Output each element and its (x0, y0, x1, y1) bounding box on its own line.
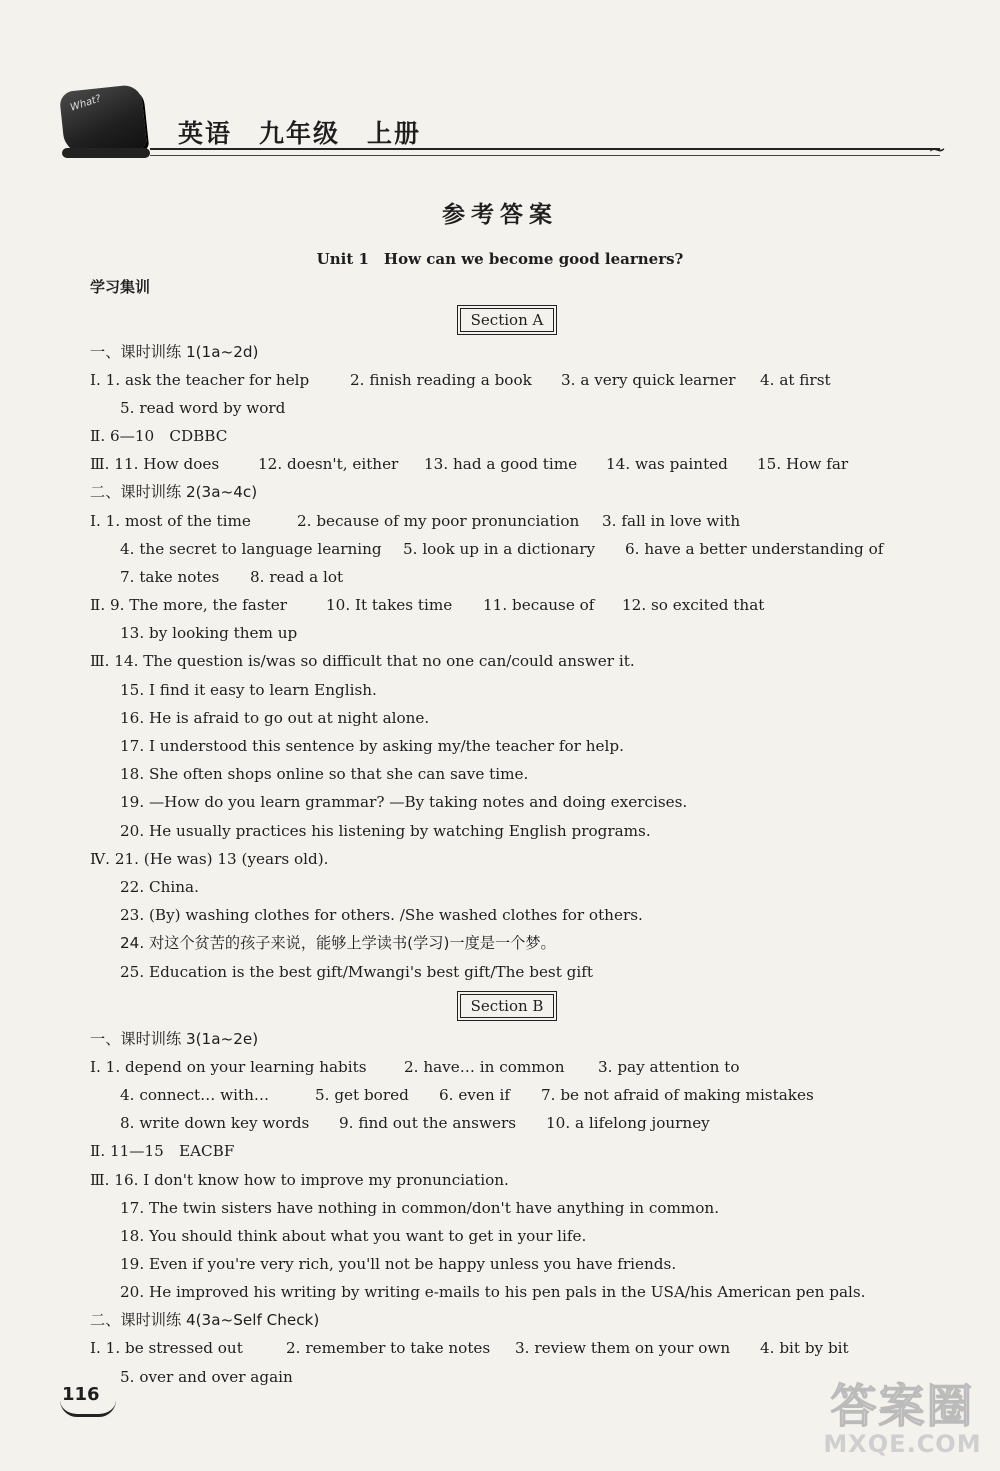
answer-line: 19. Even if you're very rich, you'll not be happy unless you have friends. (120, 1255, 677, 1273)
answer-line: Ⅲ. 11. How does (90, 455, 220, 473)
answer-line: 4. bit by bit (760, 1339, 849, 1357)
answer-line: 5. look up in a dictionary (403, 540, 596, 558)
answer-line: Ⅱ. 11—15 EACBF (90, 1142, 235, 1160)
answer-line: Ⅱ. 6—10 CDBBC (90, 427, 228, 445)
answer-line: Ⅲ. 16. I don't know how to improve my pronunciation. (90, 1171, 509, 1189)
page-header (0, 0, 1000, 180)
header-rule (150, 155, 940, 156)
header-rule (150, 148, 940, 150)
answer-line: 7. be not afraid of making mistakes (541, 1086, 814, 1104)
site-watermark (815, 1370, 990, 1465)
answer-line: 3. pay attention to (598, 1058, 740, 1076)
answer-line: Ⅰ. 1. ask the teacher for help (90, 371, 310, 389)
answer-line: 9. find out the answers (339, 1114, 517, 1132)
answer-line: 10. a lifelong journey (546, 1114, 710, 1132)
answer-line: Ⅰ. 1. most of the time (90, 512, 251, 530)
answer-line: 20. He improved his writing by writing e-mails to his pen pals in the USA/his American pen pals. (120, 1283, 866, 1301)
answer-line: 4. the secret to language learning (120, 540, 382, 558)
section-a-label: Section A (460, 308, 554, 332)
answer-line: 13. had a good time (424, 455, 578, 473)
swirl-ornament-icon: ~ (928, 138, 947, 163)
unit-title: Unit 1 How can we become good learners? (316, 250, 684, 268)
answer-line: Ⅰ. 1. be stressed out (90, 1339, 243, 1357)
answer-line: 18. She often shops online so that she can save time. (120, 765, 529, 783)
answer-line: 5. read word by word (120, 399, 286, 417)
page-number-swoosh (60, 1400, 116, 1417)
answer-line: 2. have… in common (404, 1058, 565, 1076)
answer-line: 22. China. (120, 878, 199, 896)
answer-line: 11. because of (483, 596, 595, 614)
answer-line: 17. The twin sisters have nothing in common/don't have anything in common. (120, 1199, 720, 1217)
answer-line: 5. over and over again (120, 1368, 293, 1386)
answer-line: 25. Education is the best gift/Mwangi's best gift/The best gift (120, 963, 593, 981)
answer-line: 12. so excited that (622, 596, 765, 614)
answer-line: 2. remember to take notes (286, 1339, 491, 1357)
answer-line: Ⅲ. 14. The question is/was so difficult that no one can/could answer it. (90, 652, 635, 670)
answer-line: 14. was painted (606, 455, 728, 473)
answer-line: 8. write down key words (120, 1114, 310, 1132)
answer-line: 15. How far (757, 455, 849, 473)
answer-line: 24. 对这个贫苦的孩子来说，能够上学读书(学习)一度是一个梦。 (120, 934, 556, 952)
book-title: 英语 九年级 上册 (178, 119, 422, 148)
answer-line: 2. because of my poor pronunciation (297, 512, 580, 530)
watermark-logo-text: 答案圈 (830, 1379, 975, 1433)
answer-line: 20. He usually practices his listening by watching English programs. (120, 822, 651, 840)
lesson-heading: 二、课时训练 4(3a~Self Check) (90, 1311, 320, 1329)
answer-line: 16. He is afraid to go out at night alone. (120, 709, 430, 727)
answer-line: 19. —How do you learn grammar? —By taking notes and doing exercises. (120, 793, 688, 811)
answer-line: Ⅰ. 1. depend on your learning habits (90, 1058, 367, 1076)
answer-line: 17. I understood this sentence by asking my/the teacher for help. (120, 737, 624, 755)
answer-line: 7. take notes (120, 568, 220, 586)
answer-line: 18. You should think about what you want to get in your life. (120, 1227, 587, 1245)
lesson-heading: 一、课时训练 1(1a~2d) (90, 343, 259, 361)
answer-line: 3. review them on your own (515, 1339, 731, 1357)
answer-line: 23. (By) washing clothes for others. /She washed clothes for others. (120, 906, 643, 924)
answer-line: 4. connect… with… (120, 1086, 270, 1104)
chalkboard-stand (62, 148, 150, 158)
lesson-heading: 二、课时训练 2(3a~4c) (90, 483, 258, 501)
chalkboard-text: What? (69, 93, 103, 114)
answer-line: 6. even if (439, 1086, 510, 1104)
chalkboard-logo (59, 84, 147, 156)
page-title: 参考答案 (442, 202, 558, 228)
answer-line: 15. I find it easy to learn English. (120, 681, 377, 699)
watermark-url: MXQE.COM (823, 1430, 982, 1458)
answer-line: Ⅱ. 9. The more, the faster (90, 596, 287, 614)
answer-line: 13. by looking them up (120, 624, 298, 642)
answer-line: 2. finish reading a book (350, 371, 532, 389)
section-b-label: Section B (460, 994, 554, 1018)
answer-line: Ⅳ. 21. (He was) 13 (years old). (90, 850, 329, 868)
answer-line: 3. a very quick learner (561, 371, 736, 389)
lesson-heading: 一、课时训练 3(1a~2e) (90, 1030, 259, 1048)
answer-line: 6. have a better understanding of (625, 540, 884, 558)
answer-line: 8. read a lot (250, 568, 344, 586)
page-number: 116 (62, 1384, 100, 1405)
answer-line: 12. doesn't, either (258, 455, 399, 473)
answer-line: 5. get bored (315, 1086, 409, 1104)
answer-line: 3. fall in love with (602, 512, 741, 530)
section-heading: 学习集训 (90, 278, 151, 296)
answer-line: 4. at first (760, 371, 831, 389)
answer-line: 10. It takes time (326, 596, 453, 614)
